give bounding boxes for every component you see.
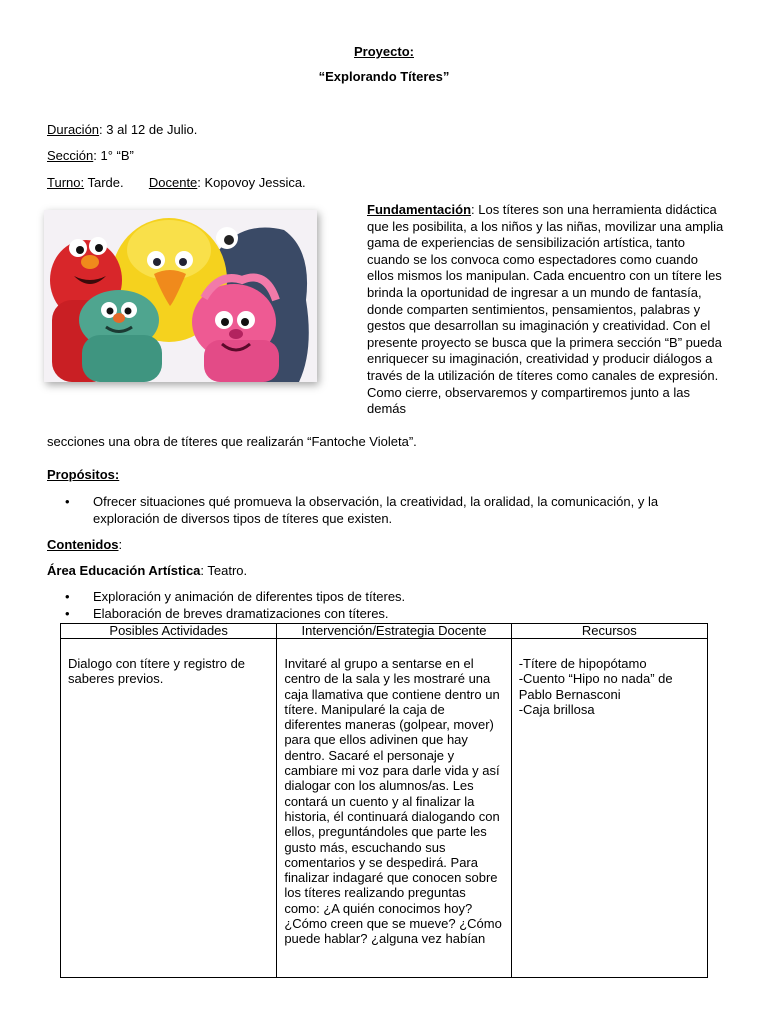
seccion-value: : 1° “B” bbox=[93, 148, 134, 163]
header-intervencion: Intervención/Estrategia Docente bbox=[277, 624, 511, 639]
contenidos-colon: : bbox=[118, 537, 123, 552]
propositos-list bbox=[65, 494, 725, 527]
cell-intervencion: Invitaré al grupo a sentarse en el centro de la sala y les mostraré una caja llamativa que contiene dentro un títere. Manipularé la caja de diferentes maneras (golpear, mover) para que ellos adivinen que hay dentro. Sacaré el personaje y cambiare mi voz para darle vida y así dialogar con los alumnos/as. Les contará un cuento y al finalizar la historia, él continuará dialogando con ellos, preguntándoles que parte les gusto más, escuchando sus comentarios y se despedirá. Para finalizar indagaré que conocen sobre los títeres realizando preguntas como: ¿A quién conocimos hoy? ¿Cómo creen que se mueve? ¿Cómo puede hablar? ¿alguna vez habían bbox=[277, 639, 511, 978]
project-name: “Explorando Títeres” bbox=[318, 69, 450, 84]
duracion-line bbox=[47, 122, 197, 139]
contenidos-list bbox=[65, 589, 725, 622]
turno-label: Turno: bbox=[47, 175, 85, 190]
activities-table bbox=[60, 623, 708, 978]
seccion-line bbox=[47, 148, 134, 165]
area-value: : Teatro. bbox=[200, 563, 248, 578]
fundamentacion-text: : Los títeres son una herramienta didáctica que les posibilita, a los niños y las niñas, movilizar una amplia gama de experiencias de sensibilización artística, tanto cuando se los convoca como espectadores como cuando ellos mismos los manipulan. Cada encuentro con un títere les brinda la oportunidad de ingresar a un mundo de fantasía, donde comparten sentimientos, pensamientos, palabras y gestos que desarrollan su imaginación y creatividad. Con el presente proyecto se busca que la primera sección “B” pueda enriquecer su imaginación, creatividad y producir diálogos a través de la utilización de títeres como canales de expresión. Como cierre, observaremos y compartiremos junto a las demás bbox=[367, 202, 724, 417]
seccion-label: Sección bbox=[47, 148, 94, 163]
turno-line bbox=[47, 175, 306, 192]
table-row bbox=[61, 639, 708, 978]
header-recursos: Recursos bbox=[511, 624, 707, 639]
propositos-heading: Propósitos: bbox=[47, 467, 120, 482]
recurso-item: -Cuento “Hipo no nada” de Pablo Bernasconi bbox=[518, 671, 673, 702]
fundamentacion-tail: secciones una obra de títeres que realizarán “Fantoche Violeta”. bbox=[47, 434, 417, 449]
duracion-label: Duración bbox=[47, 122, 100, 137]
area-line bbox=[47, 563, 247, 580]
cell-actividades: Dialogo con títere y registro de saberes previos. bbox=[61, 639, 277, 978]
docente-value: : Kopovoy Jessica. bbox=[197, 175, 306, 190]
header-actividades: Posibles Actividades bbox=[61, 624, 277, 639]
list-item: • Ofrecer situaciones qué promueva la observación, la creatividad, la oralidad, la comunicación, y la exploración de diversos tipos de títeres que existen. bbox=[65, 494, 725, 527]
duracion-value: : 3 al 12 de Julio. bbox=[99, 122, 198, 137]
docente-label: Docente bbox=[148, 175, 198, 190]
table-header-row bbox=[61, 624, 708, 639]
contenidos-heading bbox=[47, 537, 122, 554]
turno-value: Tarde. bbox=[84, 175, 124, 190]
fundamentacion-label: Fundamentación bbox=[367, 202, 472, 217]
fundamentacion-paragraph bbox=[367, 202, 727, 418]
list-item: • Elaboración de breves dramatizaciones con títeres. bbox=[65, 606, 725, 623]
recurso-item: -Títere de hipopótamo bbox=[518, 656, 647, 671]
recurso-item: -Caja brillosa bbox=[518, 701, 595, 717]
list-item: • Exploración y animación de diferentes tipos de títeres. bbox=[65, 589, 725, 606]
cell-recursos bbox=[511, 639, 707, 978]
puppets-photo bbox=[44, 210, 317, 382]
area-label: Área Educación Artística bbox=[47, 563, 201, 578]
contenidos-label: Contenidos bbox=[47, 537, 119, 552]
page-title: Proyecto: bbox=[354, 44, 414, 59]
